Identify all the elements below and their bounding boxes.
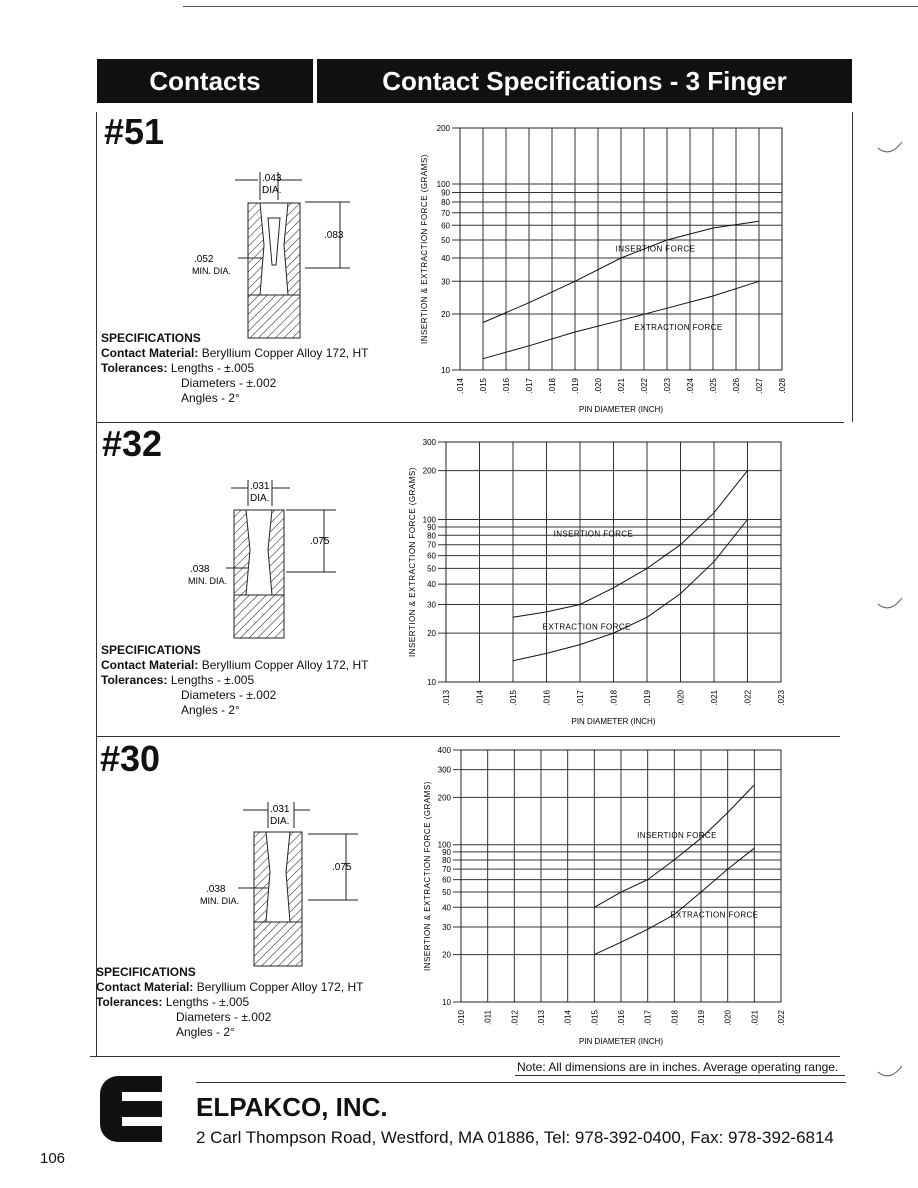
footer-rule: [196, 1082, 846, 1083]
spec-tolerances: Tolerances: Lengths - ±.005: [96, 995, 250, 1009]
x-tick-label: .021: [750, 1010, 760, 1026]
margin-mark: [876, 596, 906, 616]
spec-heading: SPECIFICATIONS: [96, 965, 196, 979]
x-axis-label: PIN DIAMETER (INCH): [579, 405, 663, 414]
y-tick-label: 40: [442, 903, 451, 913]
contact-number: #30: [100, 738, 161, 779]
x-tick-label: .014: [563, 1010, 573, 1026]
dim-label: MIN. DIA.: [188, 576, 228, 586]
y-tick-label: 300: [422, 438, 436, 447]
y-tick-label: 70: [441, 208, 450, 218]
y-tick-label: 200: [422, 466, 436, 476]
x-tick-label: .015: [509, 690, 518, 706]
y-tick-label: 60: [441, 221, 450, 231]
dim-label: .083: [324, 230, 344, 241]
dim-label: .031: [250, 481, 270, 492]
spec-angles: Angles - 2°: [181, 703, 240, 717]
x-tick-label: .026: [732, 378, 741, 394]
x-tick-label: .010: [457, 1010, 466, 1026]
y-tick-label: 100: [437, 840, 451, 850]
dim-label: DIA.: [262, 185, 282, 196]
x-tick-label: .024: [686, 378, 695, 394]
dim-label: DIA.: [270, 816, 290, 827]
y-tick-label: 90: [442, 847, 451, 857]
x-tick-label: .020: [676, 690, 686, 706]
note-text: Note: All dimensions are in inches. Average operating range.: [517, 1060, 839, 1074]
series-label: EXTRACTION FORCE: [670, 910, 759, 920]
top-rule: [183, 6, 918, 7]
x-tick-label: .023: [777, 690, 786, 706]
dim-label: MIN. DIA.: [200, 896, 240, 906]
y-tick-label: 60: [427, 551, 436, 561]
y-axis-label: INSERTION & EXTRACTION FORCE (GRAMS): [420, 154, 429, 344]
dim-label: MIN. DIA.: [192, 266, 232, 276]
x-tick-label: .011: [483, 1010, 493, 1025]
y-tick-label: 20: [442, 950, 451, 960]
x-tick-label: .015: [590, 1010, 600, 1026]
y-tick-label: 50: [427, 564, 436, 574]
y-tick-label: 80: [427, 531, 436, 541]
y-tick-label: 100: [422, 515, 436, 525]
x-tick-label: .028: [778, 378, 787, 394]
x-tick-label: .019: [571, 378, 580, 394]
x-tick-label: .014: [475, 690, 485, 706]
series-label: EXTRACTION FORCE: [634, 323, 723, 333]
y-tick-label: 40: [441, 254, 450, 264]
dim-label: DIA.: [250, 493, 270, 504]
spec-heading: SPECIFICATIONS: [101, 643, 201, 657]
x-tick-label: .022: [743, 690, 753, 706]
x-tick-label: .017: [576, 690, 585, 706]
y-tick-label: 80: [441, 198, 450, 208]
x-tick-label: .019: [697, 1010, 706, 1026]
section-divider: [96, 422, 844, 423]
y-tick-label: 50: [441, 235, 450, 245]
dim-label: .031: [270, 804, 290, 815]
series-label: EXTRACTION FORCE: [542, 622, 631, 632]
x-tick-label: .027: [755, 378, 764, 394]
y-tick-label: 90: [441, 188, 450, 198]
y-tick-label: 30: [442, 922, 451, 932]
y-tick-label: 20: [427, 629, 436, 639]
company-address: 2 Carl Thompson Road, Westford, MA 01886, Tel: 978-392-0400, Fax: 978-392-6814: [196, 1128, 834, 1147]
y-axis-label: INSERTION & EXTRACTION FORCE (GRAMS): [408, 467, 417, 657]
frame-line: [852, 112, 853, 422]
force-chart-32: [403, 432, 798, 732]
y-axis-label: INSERTION & EXTRACTION FORCE (GRAMS): [423, 781, 432, 971]
spec-material: Contact Material: Beryllium Copper Alloy 172, HT: [96, 980, 364, 994]
spec-material: Contact Material: Beryllium Copper Alloy 172, HT: [101, 346, 369, 360]
margin-mark: [876, 1064, 906, 1084]
spec-angles: Angles - 2°: [181, 391, 240, 405]
section-divider: [90, 1056, 840, 1057]
header-right-bar: [317, 59, 852, 103]
margin-mark: [876, 140, 906, 160]
y-tick-label: 10: [441, 366, 450, 375]
series-line: [513, 520, 748, 661]
spec-diameters: Diameters - ±.002: [181, 688, 277, 702]
page-number: 106: [40, 1150, 66, 1167]
x-tick-label: .021: [617, 378, 626, 394]
x-tick-label: .016: [617, 1010, 626, 1026]
x-tick-label: .017: [525, 378, 534, 394]
y-tick-label: 40: [427, 580, 436, 590]
y-tick-label: 90: [427, 522, 436, 532]
spec-tolerances: Tolerances: Lengths - ±.005: [101, 361, 255, 375]
series-label: INSERTION FORCE: [637, 831, 717, 841]
x-tick-label: .022: [777, 1010, 786, 1026]
spec-diameters: Diameters - ±.002: [176, 1010, 272, 1024]
spec-material: Contact Material: Beryllium Copper Alloy 172, HT: [101, 658, 369, 672]
company-name: ELPAKCO, INC.: [196, 1092, 388, 1122]
force-chart-51: [415, 118, 805, 418]
company-logo: [92, 1076, 164, 1142]
series-label: INSERTION FORCE: [615, 244, 696, 254]
y-tick-label: 50: [442, 888, 451, 898]
x-tick-label: .017: [643, 1010, 653, 1026]
spec-heading: SPECIFICATIONS: [101, 331, 201, 345]
specifications-block: [101, 331, 368, 406]
specifications-block: [96, 965, 363, 1040]
contact-drawing: [180, 170, 370, 340]
x-axis-label: PIN DIAMETER (INCH): [571, 717, 656, 726]
dim-label: .075: [332, 862, 352, 873]
dim-label: .075: [310, 536, 330, 547]
y-tick-label: 30: [427, 600, 436, 610]
x-tick-label: .015: [479, 378, 488, 394]
series-line: [513, 471, 748, 618]
section-divider: [96, 736, 840, 737]
series-label: INSERTION FORCE: [553, 529, 634, 539]
x-tick-label: .023: [663, 378, 672, 394]
header-left-title: Contacts: [149, 65, 261, 96]
x-tick-label: .018: [548, 378, 557, 394]
x-axis-label: PIN DIAMETER (INCH): [579, 1037, 663, 1046]
y-tick-label: 80: [442, 855, 451, 865]
y-tick-label: 70: [427, 540, 436, 550]
y-tick-label: 20: [441, 310, 450, 320]
x-tick-label: .013: [537, 1010, 546, 1026]
header-left-bar: [97, 59, 313, 103]
y-tick-label: 30: [441, 277, 450, 287]
contact-number: #51: [104, 111, 165, 152]
x-tick-label: .018: [609, 690, 619, 706]
y-tick-label: 10: [442, 998, 451, 1007]
dim-label: .052: [194, 254, 214, 265]
frame-line: [96, 112, 97, 1056]
x-tick-label: .025: [709, 378, 718, 394]
y-tick-label: 400: [437, 746, 451, 755]
x-tick-label: .014: [456, 378, 465, 394]
x-tick-label: .021: [710, 690, 719, 706]
contact-number: #32: [102, 423, 163, 464]
specifications-block: [101, 643, 368, 718]
y-tick-label: 200: [437, 793, 451, 803]
force-chart-30: [418, 742, 798, 1052]
spec-angles: Angles - 2°: [176, 1025, 235, 1039]
note-rule: [515, 1075, 845, 1076]
dim-label: .043: [262, 173, 282, 184]
dim-label: .038: [190, 564, 210, 575]
contact-drawing: [198, 800, 378, 970]
spec-diameters: Diameters - ±.002: [181, 376, 277, 390]
header-right-title: Contact Specifications - 3 Finger: [382, 65, 787, 96]
x-tick-label: .013: [442, 690, 451, 706]
y-tick-label: 200: [436, 124, 450, 133]
x-tick-label: .020: [723, 1010, 733, 1026]
y-tick-label: 70: [442, 865, 451, 875]
y-tick-label: 100: [436, 179, 450, 189]
contact-drawing: [186, 480, 366, 640]
y-tick-label: 300: [437, 765, 451, 775]
y-tick-label: 60: [442, 875, 451, 885]
y-tick-label: 10: [427, 678, 436, 687]
x-tick-label: .022: [640, 378, 649, 394]
dim-label: .038: [206, 884, 226, 895]
x-tick-label: .016: [502, 378, 511, 394]
spec-tolerances: Tolerances: Lengths - ±.005: [101, 673, 255, 687]
x-tick-label: .019: [643, 690, 652, 706]
x-tick-label: .020: [594, 378, 603, 394]
x-tick-label: .018: [670, 1010, 680, 1026]
x-tick-label: .016: [542, 690, 552, 706]
x-tick-label: .012: [510, 1010, 520, 1026]
